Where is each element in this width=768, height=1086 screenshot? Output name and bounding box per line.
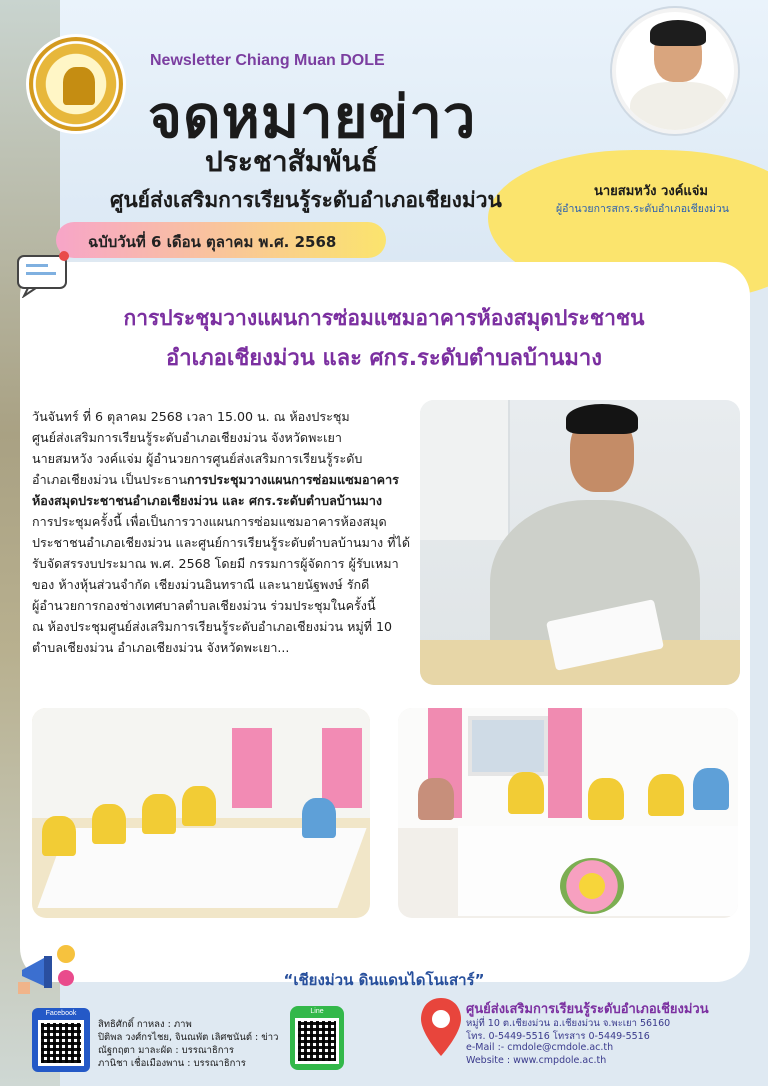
issue-date: ฉบับวันที่ 6 เดือน ตุลาคม พ.ศ. 2568 bbox=[88, 233, 337, 251]
center-name: ศูนย์ส่งเสริมการเรียนรู้ระดับอำเภอเชียงม่วน bbox=[110, 188, 502, 212]
director-portrait bbox=[612, 8, 738, 134]
body-line: ตำบลเชียงม่วน อำเภอเชียงม่วน จังหวัดพะเยา... bbox=[32, 640, 290, 655]
photo-person bbox=[648, 774, 684, 816]
photo-person bbox=[182, 786, 216, 826]
photo-person bbox=[92, 804, 126, 844]
portrait-body bbox=[630, 82, 728, 134]
location-pin-icon bbox=[418, 996, 464, 1058]
chat-bubble-icon bbox=[14, 248, 70, 298]
credit-line: ภานิชา เชื่อเมืองพาน : บรรณาธิการ bbox=[98, 1058, 246, 1069]
line-label: Line bbox=[310, 1008, 324, 1015]
page-title: จดหมายข่าว bbox=[148, 83, 477, 151]
director-role: ผู้อำนวยการสกร.ระดับอำเภอเชียงม่วน bbox=[556, 203, 729, 215]
organization-logo bbox=[26, 34, 126, 134]
meeting-photo-left bbox=[32, 708, 370, 918]
credit-line: ปิติพล วงศ์กรไชย, จินณพัต เลิศชนันต์ : ข่าว bbox=[98, 1032, 279, 1043]
body-line: ประชาชนอำเภอเชียงม่วน และศูนย์การเรียนรู้ระดับตำบลบ้านมาง ที่ได้ bbox=[32, 535, 411, 550]
photo-person bbox=[693, 768, 729, 810]
footer-email[interactable]: e-Mail :- cmdole@cmdole.ac.th bbox=[466, 1042, 614, 1053]
meeting-photo-right bbox=[398, 708, 738, 918]
main-photo bbox=[420, 400, 740, 685]
body-bold: ห้องสมุดประชาชนอำเภอเชียงม่วน และ ศกร.ระดับตำบลบ้านมาง bbox=[32, 493, 383, 508]
footer-address: หมู่ที่ 10 ต.เชียงม่วน อ.เชียงม่วน จ.พะเยา 56160 bbox=[466, 1018, 671, 1029]
credit-line: สิทธิศักดิ์ กาหลง : ภาพ bbox=[98, 1019, 192, 1030]
newsletter-label: Newsletter Chiang Muan DOLE bbox=[150, 52, 385, 69]
body-line: วันจันทร์ ที่ 6 ตุลาคม 2568 เวลา 15.00 น. ณ ห้องประชุม bbox=[32, 409, 350, 424]
line-qr-code[interactable] bbox=[295, 1018, 339, 1064]
article-headline-2: อำเภอเชียงม่วน และ ศกร.ระดับตำบลบ้านมาง bbox=[166, 346, 602, 371]
body-line: ณ ห้องประชุมศูนย์ส่งเสริมการเรียนรู้ระดับอำเภอเชียงม่วน หมู่ที่ 10 bbox=[32, 619, 393, 634]
logo-emblem-icon bbox=[63, 67, 95, 105]
photo-person bbox=[418, 778, 454, 820]
body-line: รับจัดสรรงบประมาณ พ.ศ. 2568 โดยมี กรรมการผู้จัดการ ผู้รับเหมา bbox=[32, 556, 399, 571]
footer-website[interactable]: Website : www.cmpdole.ac.th bbox=[466, 1055, 607, 1066]
body-span: อำเภอเชียงม่วน เป็นประธาน bbox=[32, 472, 187, 487]
photo-table bbox=[37, 828, 366, 908]
photo-person bbox=[42, 816, 76, 856]
photo-person bbox=[508, 772, 544, 814]
body-line: ศูนย์ส่งเสริมการเรียนรู้ระดับอำเภอเชียงม่วน จังหวัดพะเยา bbox=[32, 430, 342, 445]
footer-center-name: ศูนย์ส่งเสริมการเรียนรู้ระดับอำเภอเชียงม่วน bbox=[466, 1002, 709, 1017]
photo-curtain bbox=[232, 728, 272, 808]
body-bold: การประชุมวางแผนการซ่อมแซมอาคาร bbox=[186, 472, 399, 487]
body-line: ของ ห้างหุ้นส่วนจำกัด เชียงม่วนอินทราณี และนายนัฐพงษ์ รักดี bbox=[32, 577, 370, 592]
photo-flowers bbox=[560, 858, 624, 914]
credit-line: ณัฐกฤตา มาละผัด : บรรณาธิการ bbox=[98, 1045, 234, 1056]
body-line: ผู้อำนวยการกองช่างเทศบาลตำบลเชียงม่วน ร่วมประชุมในครั้งนี้ bbox=[32, 598, 376, 613]
photo-person bbox=[302, 798, 336, 838]
photo-curtain bbox=[420, 400, 510, 540]
photo-curtain bbox=[322, 728, 362, 808]
portrait-hair bbox=[650, 20, 706, 46]
photo-person bbox=[142, 794, 176, 834]
photo-curtain bbox=[548, 708, 582, 818]
facebook-label: Facebook bbox=[45, 1010, 77, 1017]
article-headline-1: การประชุมวางแผนการซ่อมแซมอาคารห้องสมุดประชาชน bbox=[123, 306, 645, 330]
body-line: นายสมหวัง วงค์แจ่ม ผู้อำนวยการศูนย์ส่งเสริมการเรียนรู้ระดับ bbox=[32, 451, 363, 466]
page-subtitle: ประชาสัมพันธ์ bbox=[205, 145, 378, 178]
body-line: การประชุมครั้งนี้ เพื่อเป็นการวางแผนการซ่อมแซมอาคารห้องสมุด bbox=[32, 514, 387, 529]
footer-phone: โทร. 0-5449-5516 โทรสาร 0-5449-5516 bbox=[466, 1031, 650, 1042]
facebook-qr-code[interactable] bbox=[38, 1020, 84, 1066]
director-name: นายสมหวัง วงค์แจ่ม bbox=[594, 184, 708, 199]
credits bbox=[98, 1018, 278, 1070]
photo-person-hair bbox=[566, 404, 638, 434]
photo-window bbox=[468, 716, 548, 776]
slogan: “เชียงม่วน ดินแดนไดโนเสาร์” bbox=[283, 971, 485, 989]
photo-person bbox=[588, 778, 624, 820]
